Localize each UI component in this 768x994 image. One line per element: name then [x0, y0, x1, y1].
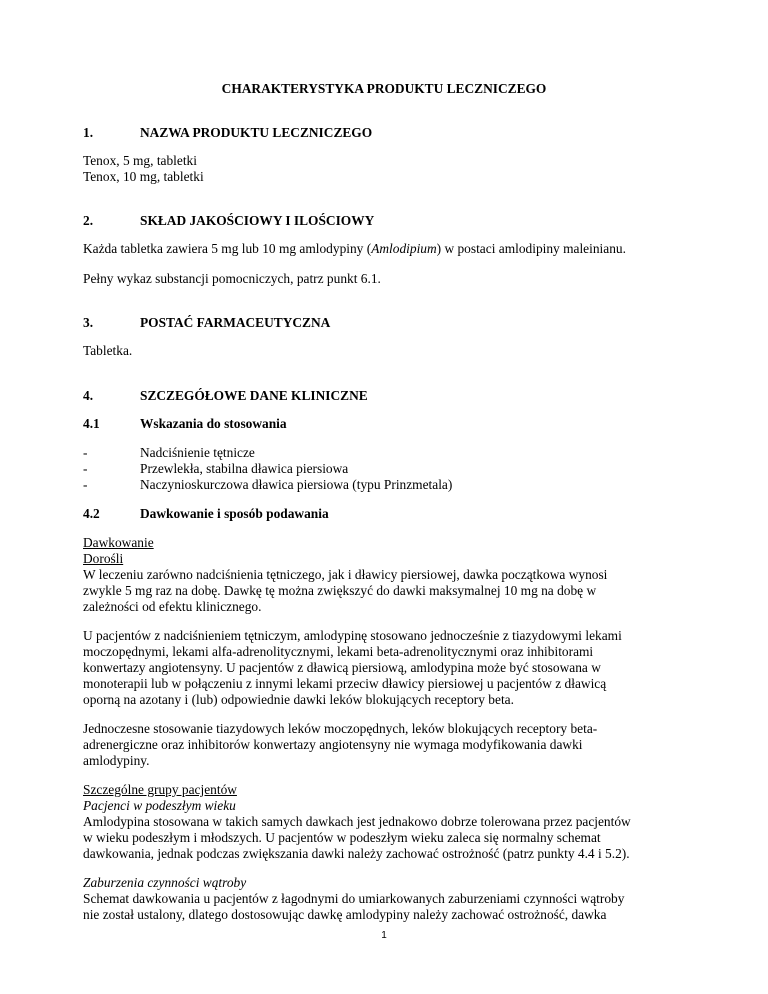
section-3-number: 3. [83, 315, 94, 330]
paragraph-line: w wieku podeszłym i młodszych. U pacjentów w podeszłym wieku zaleca się normalny schemat [83, 830, 601, 845]
paragraph-line: moczopędnymi, lekami alfa-adrenolitycznymi, lekami beta-adrenolitycznymi oraz inhibitorami [83, 644, 594, 659]
list-bullet: - [83, 445, 88, 460]
section-1-heading: NAZWA PRODUKTU LECZNICZEGO [140, 125, 373, 140]
section-1-number: 1. [83, 125, 94, 140]
composition-text: Każda tabletka zawiera 5 mg lub 10 mg amlodypiny ( [83, 241, 372, 256]
section-4-2-number: 4.2 [83, 506, 100, 521]
page-number: 1 [381, 930, 387, 941]
subheading-hepatic: Zaburzenia czynności wątroby [83, 875, 247, 890]
paragraph-line: W leczeniu zarówno nadciśnienia tętniczego, jak i dławicy piersiowej, dawka początkowa wynosi [83, 567, 608, 582]
section-2-heading: SKŁAD JAKOŚCIOWY I ILOŚCIOWY [140, 213, 375, 228]
composition-text: ) w postaci amlodipiny maleinianu. [436, 241, 626, 256]
subheading-elderly: Pacjenci w podeszłym wieku [83, 798, 236, 813]
subheading-dawkowanie: Dawkowanie [83, 535, 154, 550]
section-4-1-heading: Wskazania do stosowania [140, 416, 287, 431]
document-title: CHARAKTERYSTYKA PRODUKTU LECZNICZEGO [221, 81, 547, 96]
subheading-special-groups: Szczególne grupy pacjentów [83, 782, 237, 797]
excipients-paragraph: Pełny wykaz substancji pomocniczych, patrz punkt 6.1. [83, 271, 381, 286]
list-bullet: - [83, 477, 88, 492]
list-item: Naczynioskurczowa dławica piersiowa (typu Prinzmetala) [140, 477, 453, 492]
paragraph-line: monoterapii lub w połączeniu z innymi lekami przeciw dławicy piersiowej u pacjentów z dławicą [83, 676, 607, 691]
paragraph-line: Jednoczesne stosowanie tiazydowych leków moczopędnych, leków blokujących receptory beta- [83, 721, 598, 736]
paragraph-line: dawkowania, jednak podczas zwiększania dawki należy zachować ostrożność (patrz punkty 4.4 i 5.2). [83, 846, 630, 861]
composition-paragraph [83, 241, 626, 257]
section-3-heading: POSTAĆ FARMACEUTYCZNA [140, 315, 331, 330]
paragraph-line: zależności od efektu klinicznego. [83, 599, 262, 614]
paragraph-line: oporną na azotany i (lub) odpowiednie dawki leków blokujących receptory beta. [83, 692, 514, 707]
section-4-number: 4. [83, 388, 94, 403]
subheading-dorosli: Dorośli [83, 551, 124, 566]
product-name-line: Tenox, 10 mg, tabletki [83, 169, 204, 184]
paragraph-line: adrenergiczne oraz inhibitorów konwertazy angiotensyny nie wymaga modyfikowania dawki [83, 737, 583, 752]
paragraph-line: konwertazy angiotensyny. U pacjentów z dławicą piersiową, amlodypina może być stosowana w [83, 660, 601, 675]
section-4-1-number: 4.1 [83, 416, 100, 431]
paragraph-line: Schemat dawkowania u pacjentów z łagodnymi do umiarkowanych zaburzeniami czynności wątroby [83, 891, 625, 906]
paragraph-line: Amlodypina stosowana w takich samych dawkach jest jednakowo dobrze tolerowana przez pacjentów [83, 814, 631, 829]
paragraph-line: amlodypiny. [83, 753, 150, 768]
paragraph-line: nie został ustalony, dlatego dostosowując dawkę amlodypiny należy zachować ostrożność, dawka [83, 907, 607, 922]
pharmaceutical-form: Tabletka. [83, 343, 133, 358]
list-bullet: - [83, 461, 88, 476]
list-item: Przewlekła, stabilna dławica piersiowa [140, 461, 349, 476]
product-name-line: Tenox, 5 mg, tabletki [83, 153, 197, 168]
section-4-2-heading: Dawkowanie i sposób podawania [140, 506, 329, 521]
paragraph-line: zwykle 5 mg raz na dobę. Dawkę tę można zwiększyć do dawki maksymalnej 10 mg na dobę w [83, 583, 597, 598]
composition-latin-name: Amlodipium [371, 241, 437, 256]
section-4-heading: SZCZEGÓŁOWE DANE KLINICZNE [140, 388, 368, 403]
paragraph-line: U pacjentów z nadciśnieniem tętniczym, amlodypinę stosowano jednocześnie z tiazydowymi lekami [83, 628, 622, 643]
section-2-number: 2. [83, 213, 94, 228]
list-item: Nadciśnienie tętnicze [140, 445, 255, 460]
